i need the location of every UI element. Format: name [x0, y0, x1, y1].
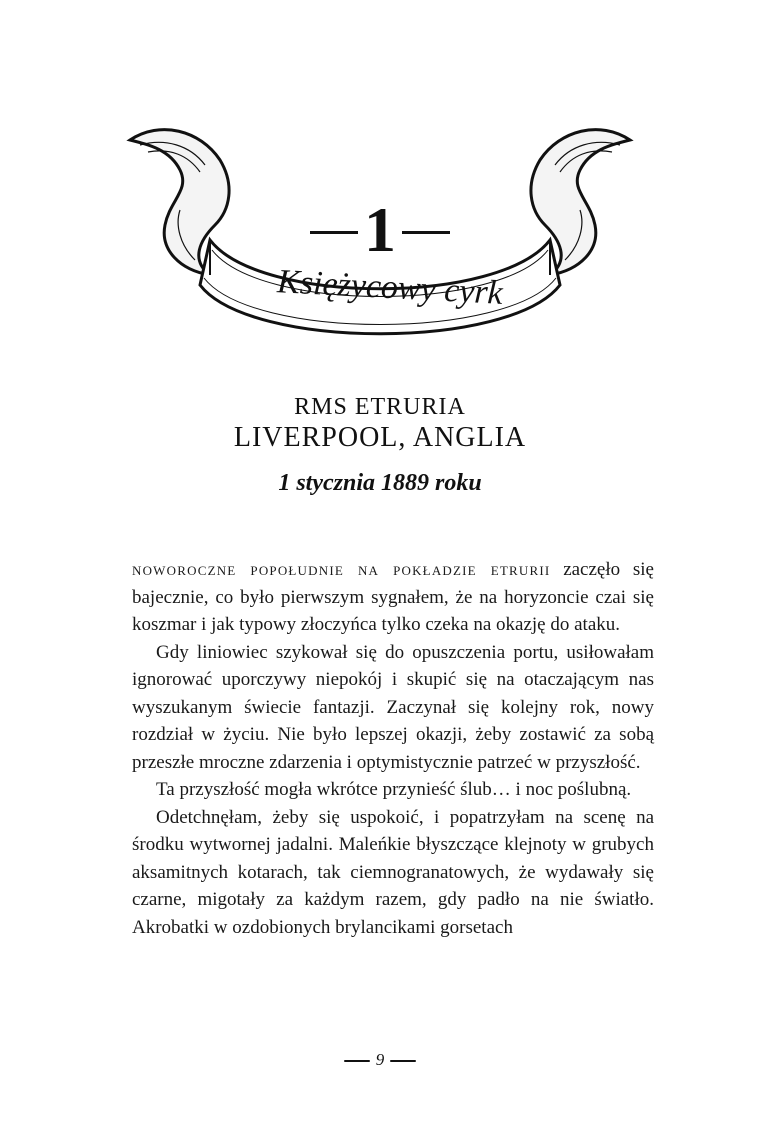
page-number-text: 9	[375, 1050, 385, 1069]
chapter-number	[290, 190, 470, 270]
chapter-title: Księżycowy cyrk	[276, 263, 504, 312]
paragraph-2: Gdy liniowiec szykował się do opuszczenia portu, usiłowałam ignorować uporczywy niepokój i skupić się na otaczającym nas wyszukanym świecie fantazji. Zaczynał się kolejny rok, nowy rozdział w życiu. Nie było lepszej okazji, żeby zostawić za sobą przeszłe mroczne zdarzenia i optymistycznie patrzeć w przyszłość.	[132, 641, 654, 773]
paragraph-1	[132, 556, 654, 639]
chapter-number-text: 1	[364, 194, 396, 265]
paragraph-lead-smallcaps: noworoczne popołudnie na pokładzie etrurii	[132, 559, 551, 580]
ornament-dash-left	[310, 231, 358, 234]
folio-ornament-left	[344, 1060, 370, 1062]
folio-ornament-right	[390, 1060, 416, 1062]
paragraph-3: Ta przyszłość mogła wkrótce przynieść ślub… i noc poślubną.	[156, 779, 632, 800]
paragraph-4: Odetchnęłam, żeby się uspokoić, i popatrzyłam na scenę na środku wytwornej jadalni. Maleńkie błyszczące klejnoty w grubych aksamitnych kotarach, tak ciemnogranatowych, że wydawały się czarne, migotały za każdym razem, gdy padło na nie światło. Akrobatki w ozdobionych brylancikami gorsetach	[132, 806, 654, 938]
ornament-dash-right	[402, 231, 450, 234]
paragraph-1-rest: zaczęło się bajecznie, co było pierwszym sygnałem, że na horyzoncie czai się koszmar i jak typowy złoczyńca tylko czeka na okazję do ataku.	[132, 559, 654, 635]
page-number	[0, 1048, 760, 1072]
body-text	[132, 556, 654, 941]
chapter-date: 1 stycznia 1889 roku	[278, 470, 482, 496]
location-ship: RMS ETRURIA	[294, 394, 466, 420]
location-city: LIVERPOOL, ANGLIA	[233, 422, 527, 453]
